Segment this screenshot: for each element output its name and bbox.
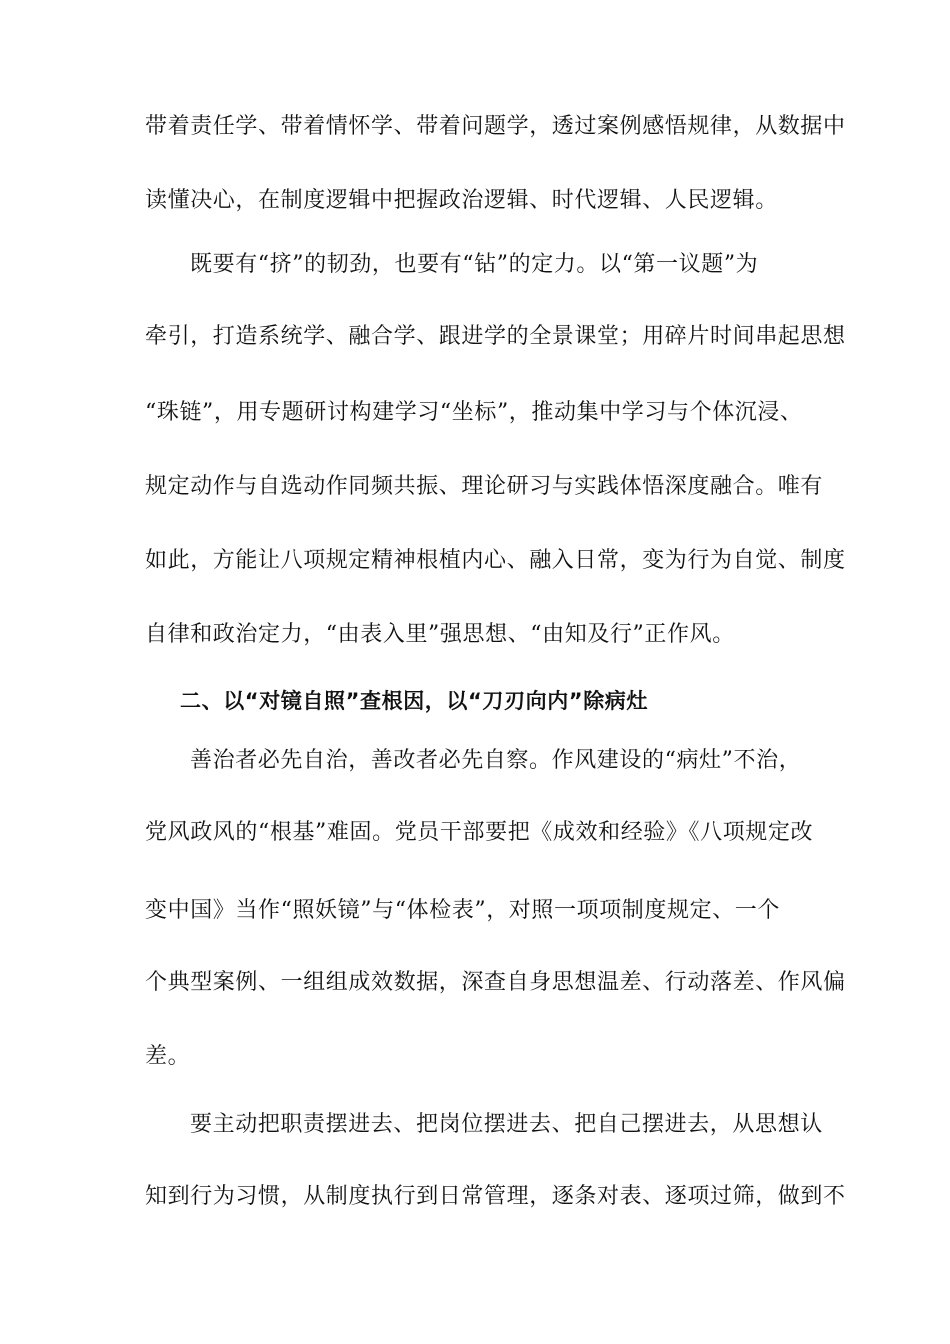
paragraph-first-line: 既要有“挤”的韧劲，也要有“钻”的定力。以“第一议题”为 — [190, 252, 759, 277]
paragraph-line: 知到行为习惯，从制度执行到日常管理，逐条对表、逐项过筛，做到不 — [145, 1184, 846, 1209]
paragraph-line: 规定动作与自选动作同频共振、理论研习与实践体悟深度融合。唯有 — [145, 474, 824, 499]
paragraph-line: 如此，方能让八项规定精神根植内心、融入日常，变为行为自觉、制度 — [145, 548, 846, 573]
paragraph-line: 变中国》当作“照妖镜”与“体检表”，对照一项项制度规定、一个 — [145, 898, 780, 923]
paragraph-first-line: 要主动把职责摆进去、把岗位摆进去、把自己摆进去，从思想认 — [190, 1112, 823, 1137]
paragraph-first-line: 善治者必先自治，善改者必先自察。作风建设的“病灶”不治， — [190, 748, 802, 773]
paragraph-line: 牵引，打造系统学、融合学、跟进学的全景课堂；用碎片时间串起思想 — [145, 324, 846, 349]
section-heading: 二、以“对镜自照”查根因，以“刀刃向内”除病灶 — [180, 689, 649, 713]
paragraph-line: 带着责任学、带着情怀学、带着问题学，透过案例感悟规律，从数据中 — [145, 114, 846, 139]
paragraph-line: 党风政风的“根基”难固。党员干部要把《成效和经验》《八项规定改 — [145, 820, 814, 845]
paragraph-line: 读懂决心，在制度逻辑中把握政治逻辑、时代逻辑、人民逻辑。 — [145, 188, 778, 213]
paragraph-line: “珠链”，用专题研讨构建学习“坐标”，推动集中学习与个体沉浸、 — [145, 400, 803, 425]
paragraph-line: 自律和政治定力，“由表入里”强思想、“由知及行”正作风。 — [145, 622, 735, 647]
paragraph-line: 差。 — [145, 1044, 191, 1069]
paragraph-line: 个典型案例、一组组成效数据，深查自身思想温差、行动落差、作风偏 — [145, 970, 846, 995]
